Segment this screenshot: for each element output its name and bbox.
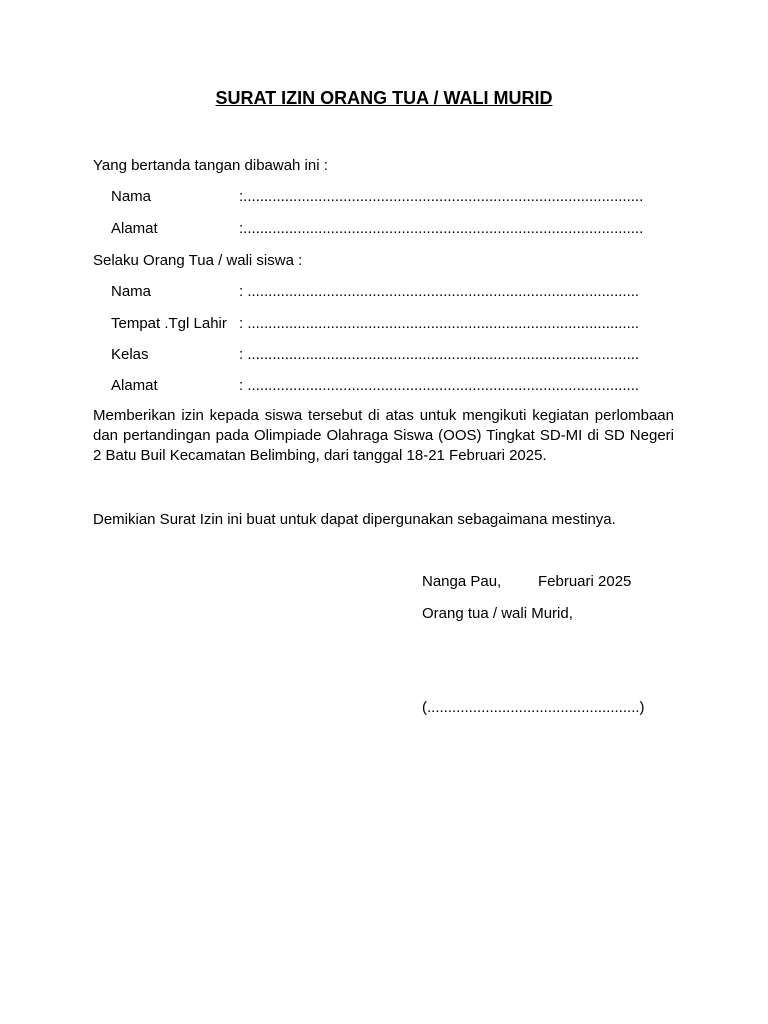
letter-title: SURAT IZIN ORANG TUA / WALI MURID [215, 88, 553, 108]
student-address-label: Alamat [111, 377, 158, 394]
student-address-value: : .............................................................................................. [239, 377, 640, 394]
parent-address-label: Alamat [111, 220, 158, 237]
student-name-label: Nama [111, 283, 152, 300]
student-name-value: : .............................................................................................. [239, 283, 640, 300]
signature-place: Nanga Pau, [422, 573, 502, 590]
signature-name-placeholder: (...................................................) [422, 699, 645, 716]
parent-name-value: :................................................................................................ [239, 188, 644, 205]
student-birth-label: Tempat .Tgl Lahir [111, 315, 227, 332]
signature-date: Februari 2025 [538, 573, 632, 590]
parent-address-value: :................................................................................................ [239, 220, 644, 237]
signature-role: Orang tua / wali Murid, [422, 605, 573, 622]
as-parent-text: Selaku Orang Tua / wali siswa : [93, 252, 303, 269]
permission-paragraph: Memberikan izin kepada siswa tersebut di atas untuk mengikuti kegiatan perlombaan dan pertandingan pada Olimpiade Olahraga Siswa (OOS) Tingkat SD-MI di SD Negeri 2 Batu Buil Kecamatan Belimbing, dari tanggal 18-21 Februari 2025. [93, 407, 674, 464]
student-class-value: : .............................................................................................. [239, 346, 640, 363]
parent-name-label: Nama [111, 188, 152, 205]
closing-text: Demikian Surat Izin ini buat untuk dapat dipergunakan sebagaimana mestinya. [93, 511, 616, 528]
intro-text: Yang bertanda tangan dibawah ini : [93, 157, 328, 174]
student-birth-value: : .............................................................................................. [239, 315, 640, 332]
student-class-label: Kelas [111, 346, 149, 363]
